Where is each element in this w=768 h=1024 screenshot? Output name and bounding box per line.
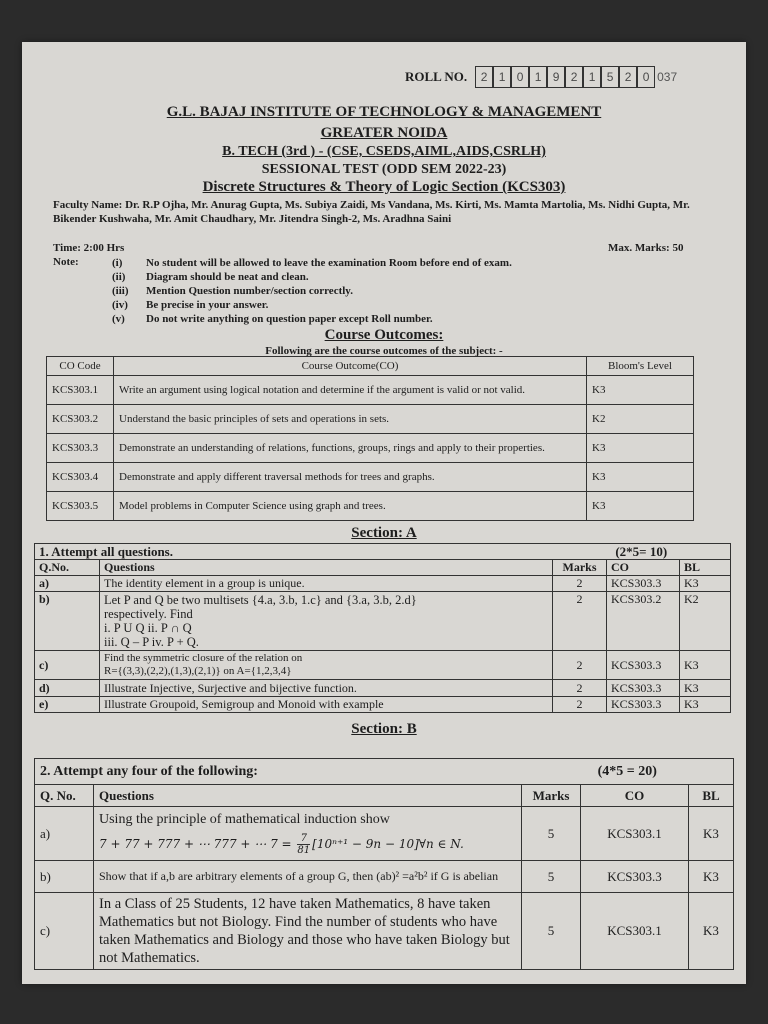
table-header-row <box>35 785 734 807</box>
question-co: KCS303.3 <box>581 861 689 893</box>
question-text <box>100 592 553 651</box>
roll-number <box>405 66 677 88</box>
section-instruction-row <box>35 759 734 785</box>
table-header-row <box>47 357 694 376</box>
section-b-marks-total: (4*5 = 20) <box>522 759 734 785</box>
question-bl: K3 <box>680 697 731 713</box>
fraction-numerator: 7 <box>297 833 310 845</box>
question-bl: K3 <box>680 680 731 697</box>
co-level: K3 <box>587 376 694 405</box>
roll-digit: 1 <box>583 66 601 88</box>
col-header: Q.No. <box>35 560 100 576</box>
question-text: Illustrate Groupoid, Semigroup and Monoid with example <box>100 697 553 713</box>
max-marks: Max. Marks: 50 <box>608 242 684 254</box>
question-text <box>94 807 522 861</box>
col-header: CO <box>607 560 680 576</box>
table-row <box>35 893 734 970</box>
course-outcomes-subtitle: Following are the course outcomes of the subject: - <box>265 345 503 357</box>
exam-time: Time: 2:00 Hrs <box>53 242 125 254</box>
section-instruction-row <box>35 544 731 560</box>
co-code: KCS303.3 <box>47 434 114 463</box>
question-marks: 5 <box>522 807 581 861</box>
question-bl: K3 <box>680 576 731 592</box>
section-b-instruction: 2. Attempt any four of the following: <box>35 759 522 785</box>
institute-name: G.L. BAJAJ INSTITUTE OF TECHNOLOGY & MANAGEMENT <box>166 104 602 120</box>
section-a-instruction: 1. Attempt all questions. <box>35 544 553 560</box>
question-text <box>100 651 553 680</box>
roll-digit: 1 <box>493 66 511 88</box>
note-item: (iii) Mention Question number/section correctly. <box>112 285 353 297</box>
question-number: a) <box>35 576 100 592</box>
co-text: Demonstrate and apply different traversal methods for trees and graphs. <box>114 463 587 492</box>
question-line: R={(3,3),(2,2),(1,3),(2,1)} on A={1,2,3,4} <box>104 665 292 677</box>
question-co: KCS303.2 <box>607 592 680 651</box>
question-marks: 2 <box>553 651 607 680</box>
co-level: K2 <box>587 405 694 434</box>
question-number: c) <box>35 893 94 970</box>
col-header: CO Code <box>47 357 114 376</box>
roll-label: ROLL NO. <box>405 69 468 84</box>
question-number: d) <box>35 680 100 697</box>
subject-name: Discrete Structures & Theory of Logic Section (KCS303) <box>202 179 566 195</box>
question-line: Using the principle of mathematical induction show <box>99 812 390 827</box>
co-code: KCS303.4 <box>47 463 114 492</box>
induction-formula <box>99 833 516 856</box>
roll-digit-boxes <box>475 66 655 88</box>
question-co: KCS303.3 <box>607 576 680 592</box>
table-row <box>35 697 731 713</box>
course-outcomes-table <box>46 356 694 521</box>
table-header-row <box>35 560 731 576</box>
note-item: (ii) Diagram should be neat and clean. <box>112 271 309 283</box>
col-header: Course Outcome(CO) <box>114 357 587 376</box>
co-text: Model problems in Computer Science using graph and trees. <box>114 492 587 521</box>
table-row <box>35 680 731 697</box>
question-text: Illustrate Injective, Surjective and bijective function. <box>100 680 553 697</box>
table-row <box>47 376 694 405</box>
question-line: Let P and Q be two multisets {4.a, 3.b, 1.c} and {3.a, 3.b, 2.d} <box>104 593 417 607</box>
table-row <box>35 861 734 893</box>
question-marks: 5 <box>522 861 581 893</box>
col-header: Q. No. <box>35 785 94 807</box>
question-bl: K2 <box>680 592 731 651</box>
section-b-table <box>34 758 734 970</box>
section-b-title: Section: B <box>351 721 417 737</box>
roll-digit: 9 <box>547 66 565 88</box>
question-marks: 2 <box>553 592 607 651</box>
question-co: KCS303.3 <box>607 680 680 697</box>
question-text: The identity element in a group is unique. <box>100 576 553 592</box>
question-co: KCS303.1 <box>581 893 689 970</box>
city-name: GREATER NOIDA <box>320 125 448 141</box>
note-item: (v) Do not write anything on question paper except Roll number. <box>112 313 433 325</box>
question-marks: 2 <box>553 680 607 697</box>
note-label: Note: <box>53 256 79 268</box>
col-header: Bloom's Level <box>587 357 694 376</box>
question-line: i. P U Q ii. P ∩ Q <box>104 621 192 635</box>
table-row <box>35 651 731 680</box>
question-number: b) <box>35 861 94 893</box>
section-a-marks-total: (2*5= 10) <box>553 544 731 560</box>
section-a-table <box>34 543 731 713</box>
table-row <box>35 576 731 592</box>
question-bl: K3 <box>689 893 734 970</box>
faculty-list: Faculty Name: Dr. R.P Ojha, Mr. Anurag Gupta, Ms. Subiya Zaidi, Ms Vandana, Ms. Kirti, Ms. Mamta Martolia, Ms. Nidhi Gupta, Mr. Bikender Kushwaha, Mr. Amit Chaudhary, Mr. Jitendra Singh-2, Ms. Aradhna Saini <box>53 199 690 225</box>
program-name: B. TECH (3rd ) - (CSE, CSEDS,AIML,AIDS,CSRLH) <box>222 144 546 159</box>
test-name: SESSIONAL TEST (ODD SEM 2022-23) <box>261 162 507 177</box>
col-header: Marks <box>522 785 581 807</box>
table-row <box>47 492 694 521</box>
co-text: Understand the basic principles of sets and operations in sets. <box>114 405 587 434</box>
question-co: KCS303.3 <box>607 651 680 680</box>
table-row <box>47 434 694 463</box>
question-number: a) <box>35 807 94 861</box>
col-header: BL <box>680 560 731 576</box>
fraction-denominator: 81 <box>297 845 311 856</box>
col-header: CO <box>581 785 689 807</box>
roll-digit: 0 <box>637 66 655 88</box>
notes-list <box>112 256 512 326</box>
col-header: Questions <box>100 560 553 576</box>
question-bl: K3 <box>680 651 731 680</box>
roll-digit: 1 <box>529 66 547 88</box>
col-header: Questions <box>94 785 522 807</box>
question-marks: 2 <box>553 576 607 592</box>
table-row <box>47 405 694 434</box>
question-bl: K3 <box>689 861 734 893</box>
co-level: K3 <box>587 434 694 463</box>
question-number: e) <box>35 697 100 713</box>
co-text: Demonstrate an understanding of relations, functions, groups, rings and apply to their properties. <box>114 434 587 463</box>
roll-digit: 2 <box>565 66 583 88</box>
question-number: c) <box>35 651 100 680</box>
question-text: Show that if a,b are arbitrary elements of a group G, then (ab)² =a²b² if G is abelian <box>94 861 522 893</box>
question-line: Find the symmetric closure of the relation on <box>104 652 303 664</box>
note-item: (i) No student will be allowed to leave the examination Room before end of exam. <box>112 257 512 269</box>
co-level: K3 <box>587 492 694 521</box>
table-row <box>47 463 694 492</box>
fraction <box>297 833 310 856</box>
co-code: KCS303.2 <box>47 405 114 434</box>
question-co: KCS303.3 <box>607 697 680 713</box>
co-code: KCS303.5 <box>47 492 114 521</box>
formula-right: [10ⁿ⁺¹ − 9n − 10]∀n ∈ N. <box>312 837 464 851</box>
question-line: iii. Q – P iv. P + Q. <box>104 635 199 649</box>
question-co: KCS303.1 <box>581 807 689 861</box>
co-code: KCS303.1 <box>47 376 114 405</box>
section-a-title: Section: A <box>351 525 417 541</box>
question-marks: 5 <box>522 893 581 970</box>
note-item: (iv) Be precise in your answer. <box>112 299 269 311</box>
question-number: b) <box>35 592 100 651</box>
formula-left: 7 + 77 + 777 + ⋯ 777 + ⋯ 7 = <box>99 837 296 851</box>
co-text: Write an argument using logical notation and determine if the argument is valid or not valid. <box>114 376 587 405</box>
roll-digit: 0 <box>511 66 529 88</box>
question-line: respectively. Find <box>104 607 193 621</box>
table-row <box>35 807 734 861</box>
question-marks: 2 <box>553 697 607 713</box>
roll-tail: 037 <box>657 70 678 84</box>
question-text: In a Class of 25 Students, 12 have taken Mathematics, 8 have taken Mathematics but not Biology. Find the number of students who have taken Mathematics and Biology and those who have taken Biology but not Mathematics. <box>94 893 522 970</box>
question-bl: K3 <box>689 807 734 861</box>
col-header: Marks <box>553 560 607 576</box>
co-level: K3 <box>587 463 694 492</box>
roll-digit: 5 <box>601 66 619 88</box>
roll-digit: 2 <box>619 66 637 88</box>
course-outcomes-title: Course Outcomes: <box>324 327 444 343</box>
roll-digit: 2 <box>475 66 493 88</box>
table-row <box>35 592 731 651</box>
col-header: BL <box>689 785 734 807</box>
